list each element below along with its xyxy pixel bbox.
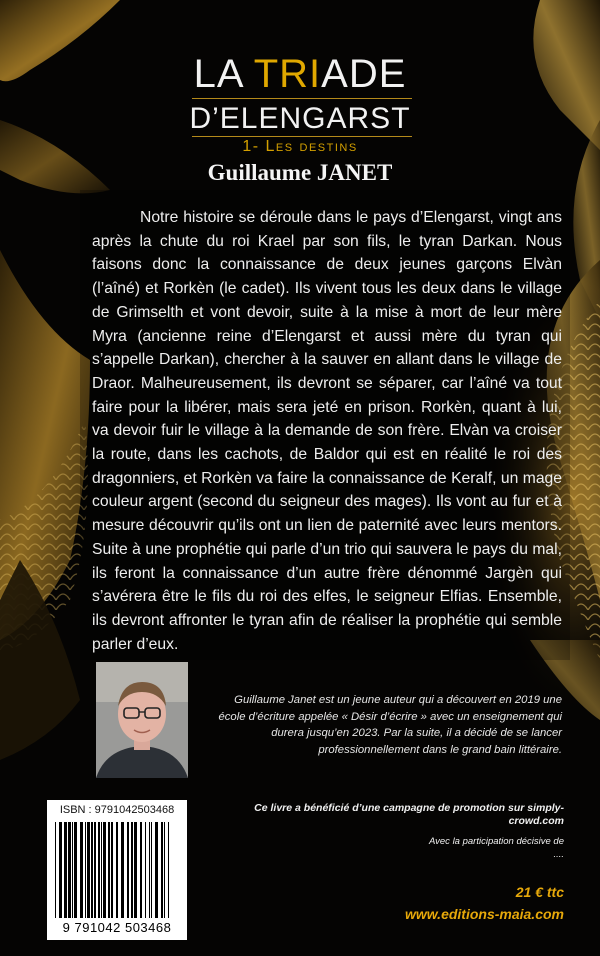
- participants-placeholder: ....: [553, 849, 564, 860]
- title-divider: [192, 98, 412, 99]
- promo-participation: [224, 835, 564, 861]
- synopsis-text: Notre histoire se déroule dans le pays d’Elengarst, vingt ans après la chute du roi Krael par son fils, le tyran Darkan. Nous faisons donc la connaissance de deux jeunes garçons Elvàn (l’aîné) et Rorkèn (le cadet). Ils vivent tous les deux dans le village de Grimselth et vont devoir, suite à la mise à mort de leur mère Myra (ancienne reine d’Elengarst et aussi mère du tyran qui s’appelle Darkan), chercher à la sauver en allant dans le village de Draor. Malheureusement, ils devront se séparer, car l’aîné va tout faire pour la libérer, mais sera jeté en prison. Rorkèn, quant à lui, va devoir fuir le village à la demande de son frère. Elvàn va croiser la route, dans les cachots, de Baldor qui est en réalité le roi des dragonniers, et Rorkèn va faire la connaissance de Keralf, un mage couleur argent (second du seigneur des mages). Ils vont au fur et à mesure découvrir qu’ils ont un lien de paternité avec leurs mentors. Suite à une prophétie qui parle d’un trio qui sauvera le pays du mal, ils feront la connaissance d’un autre frère dénommé Jargèn qui s’avérera être le fils du roi des elfes, le seigneur Elfias. Ensemble, ils devront affronter le tyran afin de réaliser la prophétie qui semble parler d’eux.: [92, 209, 562, 653]
- author-portrait-icon: [96, 662, 188, 778]
- book-subtitle: D’ELENGARST: [189, 102, 411, 135]
- participation-label: Avec la participation décisive de: [428, 836, 564, 847]
- barcode-icon: [53, 822, 181, 920]
- publisher-website[interactable]: www.editions-maia.com: [405, 906, 564, 922]
- barcode-box: [47, 800, 187, 940]
- isbn-label: ISBN : 9791042503468: [59, 804, 175, 816]
- volume-label: 1- Les destins: [242, 138, 358, 155]
- author-photo: [96, 662, 188, 778]
- ean-digits: 9 791042 503468: [62, 920, 172, 935]
- subtitle-divider: [192, 136, 412, 137]
- book-price: 21 € ttc: [515, 884, 564, 900]
- author-name: Guillaume JANET: [207, 160, 393, 185]
- book-title: LA TRIADE: [193, 52, 407, 96]
- promo-campaign-text: Ce livre a bénéficié d’une campagne de promotion sur simply-crowd.com: [254, 802, 564, 827]
- author-bio: Guillaume Janet est un jeune auteur qui a découvert en 2019 une école d’écriture appelée « Désir d’écrire » avec un enseignement qui durera jusqu’en 2023. Par la suite, il a décidé de se lancer professionnellement dans le grand bain littéraire.: [218, 694, 562, 756]
